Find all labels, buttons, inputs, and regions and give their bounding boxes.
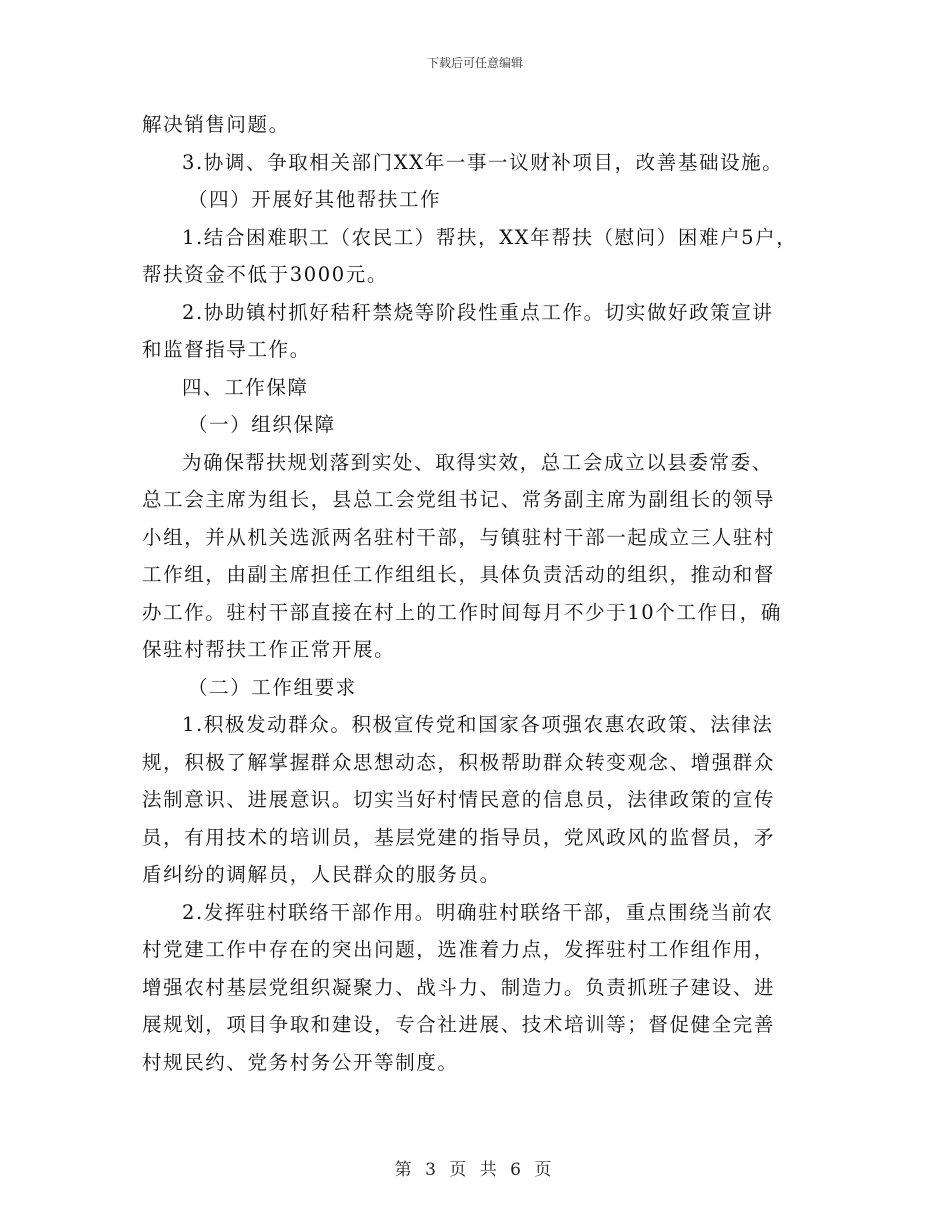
section-heading: 四、工作保障 [182, 375, 309, 399]
text-line: 和监督指导工作。 [142, 338, 311, 361]
page-header-note: 下载后可任意编辑 [426, 56, 523, 70]
text-line: 为确保帮扶规划落到实处、取得实效，总工会成立以县委常委、 [182, 450, 773, 474]
text-line: 解决销售问题。 [142, 113, 290, 136]
text-line: 保驻村帮扶工作正常开展。 [142, 638, 396, 661]
text-line: 村规民约、党务村务公开等制度。 [142, 1050, 459, 1074]
text-line: 3.协调、争取相关部门XX年一事一议财补项目，改善基础设施。 [182, 150, 784, 174]
text-line: 1.结合困难职工（农民工）帮扶，XX年帮扶（慰问）困难户5户， [182, 225, 798, 249]
text-line: 帮扶资金不低于3000元。 [142, 263, 388, 286]
section-heading: （一）组织保障 [188, 413, 336, 436]
text-line: 村党建工作中存在的突出问题，选准着力点，发挥驻村工作组作用， [142, 938, 776, 961]
document-body [142, 106, 814, 1081]
text-line: 2.发挥驻村联络干部作用。明确驻村联络干部，重点围绕当前农 [182, 900, 774, 924]
text-line: 增强农村基层党组织凝聚力、战斗力、制造力。负责抓班子建设、进 [142, 975, 776, 999]
text-line: 员，有用技术的培训员，基层党建的指导员，党风政风的监督员，矛 [142, 825, 776, 849]
section-heading: （四）开展好其他帮扶工作 [188, 188, 442, 211]
text-line: 1.积极发动群众。积极宣传党和国家各项强农惠农政策、法律法 [182, 713, 774, 736]
section-heading: （二）工作组要求 [188, 675, 357, 699]
text-line: 小组，并从机关选派两名驻村干部，与镇驻村干部一起成立三人驻村 [142, 525, 776, 549]
text-line: 规，积极了解掌握群众思想动态，积极帮助群众转变观念、增强群众 [142, 750, 776, 774]
text-line: 展规划，项目争取和建设，专合社进展、技术培训等；督促健全完善 [142, 1013, 776, 1036]
text-line: 总工会主席为组长，县总工会党组书记、常务副主席为副组长的领导 [142, 488, 776, 511]
text-line: 办工作。驻村干部直接在村上的工作时间每月不少于10个工作日，确 [142, 600, 782, 624]
text-line: 法制意识、进展意识。切实当好村情民意的信息员，法律政策的宣传 [142, 788, 776, 811]
page-number: 第 3 页 共 6 页 [394, 1160, 556, 1180]
text-line: 2.协助镇村抓好秸秆禁烧等阶段性重点工作。切实做好政策宣讲 [182, 300, 774, 324]
text-line: 工作组，由副主席担任工作组组长，具体负责活动的组织，推动和督 [142, 563, 776, 586]
text-line: 盾纠纷的调解员，人民群众的服务员。 [142, 863, 501, 886]
